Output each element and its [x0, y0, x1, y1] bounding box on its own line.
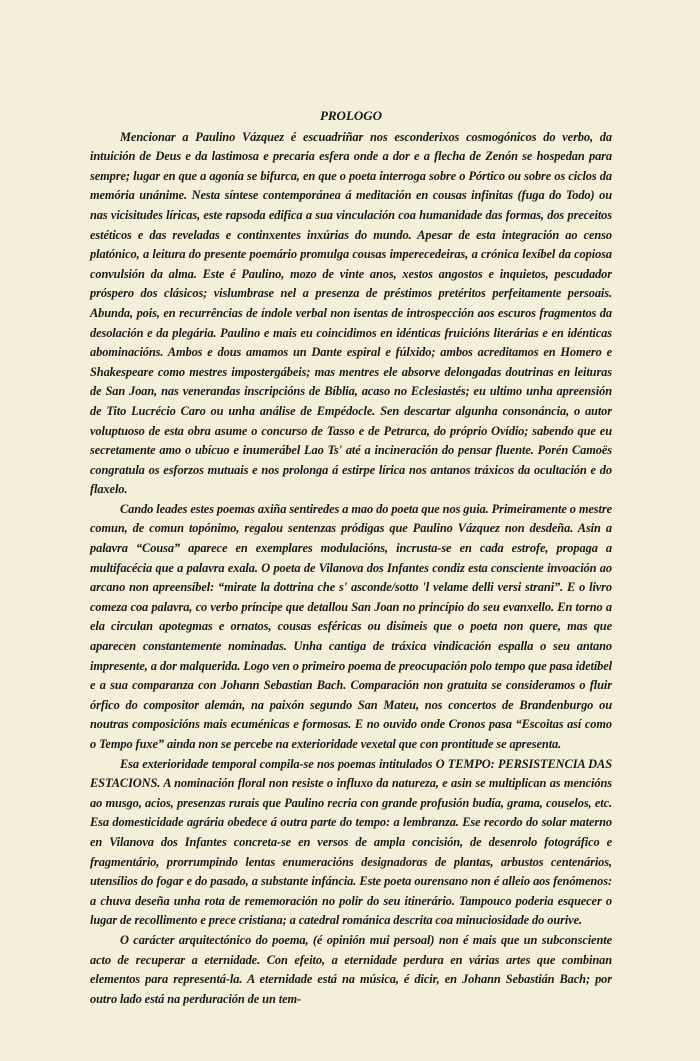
page-title: PROLOGO	[319, 108, 383, 123]
paragraph-1: Mencionar a Paulino Vázquez é escuadriñar nos esconderixos cosmogónicos do verbo, da intuición de Deus e da lastimosa e precaria esfera onde a dor e a flecha de Zenón se hospedan para sempre; lugar en que a agonía se bifurca, en que o poeta interroga sobre o Pórtico ou sobre os ciclos da memória unánime. Nesta síntese contemporánea á meditación en cousas infinitas (fuga do Todo) ou nas vicisitudes líricas, este rapsoda edifica a sua vinculación coa humanidade das formas, dos preceitos estéticos e das reveladas e continxentes inxúrias do mundo. Apesar de esta integración ao censo platónico, a leitura do presente poemário promulga cousas imperecedeiras, a crónica lexíbel da copiosa convulsión da alma. Este é Paulino, mozo de vinte anos, xestos angostos e inquietos, pescudador próspero dos clásicos; vislumbrase nel a presenza de préstimos pretéritos perfeitamente persoais. Abunda, pois, en recurrências de índole verbal non isentas de introspección aos escuros fragmentos da desolación e da plegária. Paulino e mais eu coincidimos en idénticas fruicións literárias e en idénticas abominacións. Ambos e dous amamos un Dante espiral e fúlxido; ambos acreditamos en Homero e Shakespeare como mestres impostergábeis; mas mentres ele absorve delongadas doutrinas en leituras de San Joan, nas venerandas inscripcións de Bíblia, acaso no Eclesiastés; eu ultimo unha apreensión de Tito Lucrécio Caro ou unha análise de Empédocle. Sen descartar algunha consonáncia, o autor voluptuoso de esta obra asume o concurso de Tasso e de Petrarca, do próprio Ovídio; sabendo que eu secretamente amo o ubícuo e inumerábel Lao Ts' até a incineración do pensar fluente. Porén Camoës congratula os esforzos mutuais e nos prolonga á estirpe lírica nos antanos tráxicos da ocultación e do flaxelo.	[90, 129, 612, 497]
paragraph-3: Esa exterioridade temporal compila-se nos poemas intitulados O TEMPO: PERSISTENCIA DAS ESTACIONS. A nominación floral non resiste o influxo da natureza, e asin se multiplican as mencións ao musgo, acios, presenzas rurais que Paulino recria con grande profusión budía, grama, couselos, etc. Esa domesticidade agrária obedece á outra parte do tempo: a lembranza. Ese recordo do solar materno en Vilanova dos Infantes concreta-se en versos de ampla concisión, de desenrolo fotográfico e fragmentário, prorrumpindo lentas enumeracións designadoras de plantas, arbustos centenários, utensílios do fogar e do pasado, a substante infáncia. Este poeta ourensano non é alleio aos fenómenos: a chuva deseña unha rota de rememoración no polir do seu itinerário. Tampouco poderia esquecer o lugar de recollimento e prece cristiana; a catedral románica descrita coa minuciosidade do ourive.	[90, 756, 612, 928]
paragraph-4: O carácter arquitectónico do poema, (é opinión mui persoal) non é mais que un subconsciente acto de recuperar a eternidade. Con efeito, a eternidade perdura en várias artes que combinan elementos para representá-la. A eternidade está na música, é dicir, en Johann Sebastián Bach; por outro lado está na perduración de un tem-	[90, 932, 612, 1006]
paragraph-2: Cando leades estes poemas axiña sentiredes a mao do poeta que nos guia. Primeiramente o mestre comun, de comun topónimo, regalou sentenzas pródigas que Paulino Vázquez non desdeña. Asin a palavra “Cousa” aparece en exemplares modulacións, incrusta-se en cada estrofe, propaga a multifacécia que a palavra exala. O poeta de Vilanova dos Infantes condiz esta consciente invoación ao arcano non apreensíbel: “mirate la dottrina che s' asconde/sotto 'l velame delli versi strani”. E o livro comeza coa palavra, co verbo príncipe que detallou San Joan no princípio do seu evanxello. En torno a ela circulan apotegmas e ornatos, cousas esféricas ou disímeis que o poeta non quere, mas que aparecen constantemente nominadas. Unha cantiga de tráxica vindicación espalla o seu antano impresente, a dor malquerida. Logo ven o primeiro poema de preocupación polo tempo que pasa idetíbel e a sua comparanza con Johann Sebastian Bach. Comparación non gratuita se consideramos o fluir órfico do compositor alemán, na paixón segundo San Mateu, nos concertos de Brandenburgo ou noutras composicións mais ecuménicas e formosas. E no ouvido onde Cronos pasa “Escoitas así como o Tempo fuxe” ainda non se percebe na exterioridade vexetal que con prontitude se apresenta.	[90, 501, 612, 751]
